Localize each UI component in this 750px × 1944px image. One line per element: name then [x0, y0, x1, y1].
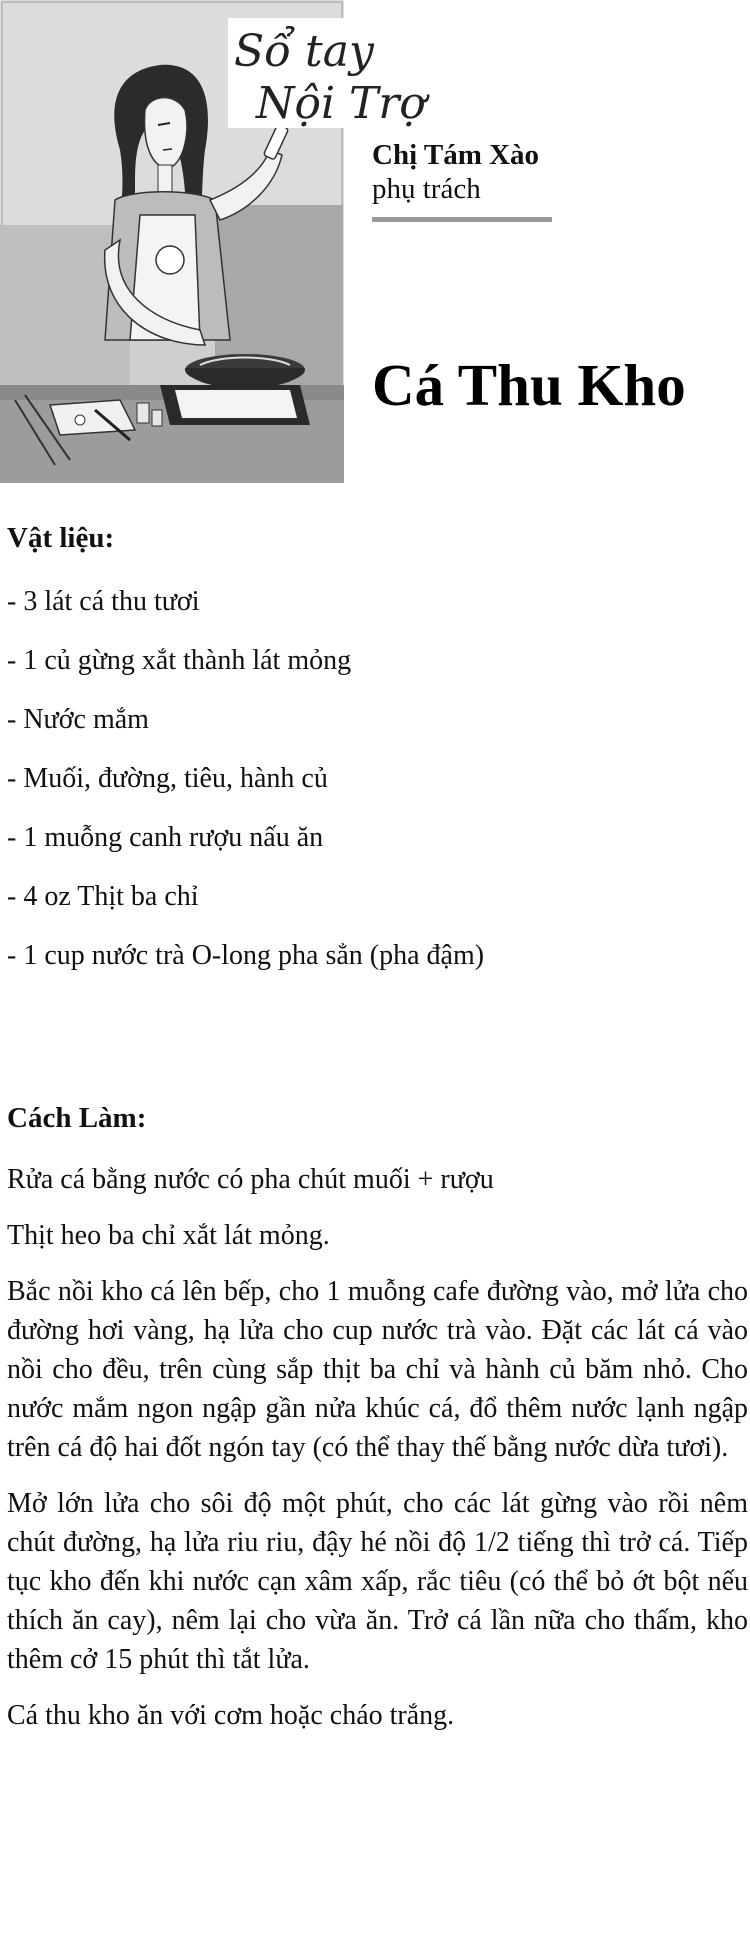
method-step: Thịt heo ba chỉ xắt lát mỏng.: [7, 1220, 330, 1251]
ingredient-item: - 1 cup nước trà O-long pha sẳn (pha đậm): [7, 940, 485, 971]
method-step: Rửa cá bằng nước có pha chút muối + rượu: [7, 1164, 494, 1195]
method-section: [7, 1100, 748, 1735]
method-step: Mở lớn lửa cho sôi độ một phút, cho các lát gừng vào rồi nêm chút đường, hạ lửa riu riu, đậy hé nồi độ 1/2 tiếng thì trở cá. Tiếp tục kho đến khi nước cạn xâm xấp, rắc tiêu (có thể bỏ ớt bột nếu thích ăn cay), nêm lại cho vừa ăn. Trở cá lần nữa cho thấm, kho thêm cở 15 phút thì tắt lửa.: [7, 1488, 748, 1675]
ingredient-item: - Muối, đường, tiêu, hành củ: [7, 763, 328, 794]
author-name: Chị Tám Xào: [372, 139, 540, 171]
svg-text:Nội Trợ: Nội Trợ: [256, 78, 426, 128]
ingredients-heading: Vật liệu:: [7, 522, 115, 554]
ingredients-list: [7, 584, 748, 974]
ingredient-item: - 1 củ gừng xắt thành lát mỏng: [7, 645, 352, 676]
ingredient-item: - 4 oz Thịt ba chỉ: [7, 881, 199, 912]
ingredient-item: - Nước mắm: [7, 704, 149, 735]
ingredients-section: [7, 520, 748, 974]
method-heading: Cách Làm:: [7, 1102, 147, 1134]
ingredient-item: - 3 lát cá thu tươi: [7, 586, 200, 617]
svg-text:Sổ tay: Sổ tay: [234, 26, 374, 77]
brand-logo: [228, 18, 438, 128]
method-step: Bắc nồi kho cá lên bếp, cho 1 muỗng cafe đường vào, mở lửa cho đường hơi vàng, hạ lửa cho cup nước trà vào. Đặt các lát cá vào nồi cho đều, trên cùng sắp thịt ba chỉ và hành củ băm nhỏ. Cho nước mắm ngon ngập gần nửa khúc cá, đổ thêm nước lạnh ngập trên cá độ hai đốt ngón tay (có thể thay thế bằng nước dừa tươi).: [7, 1276, 748, 1463]
ingredient-item: - 1 muỗng canh rượu nấu ăn: [7, 822, 324, 853]
author-credit: [372, 138, 552, 206]
method-step: Cá thu kho ăn với cơm hoặc cháo trắng.: [7, 1700, 455, 1731]
author-divider: [372, 217, 552, 222]
recipe-title: Cá Thu Kho: [372, 352, 686, 418]
author-role: phụ trách: [372, 173, 481, 205]
column-header: [0, 0, 750, 490]
